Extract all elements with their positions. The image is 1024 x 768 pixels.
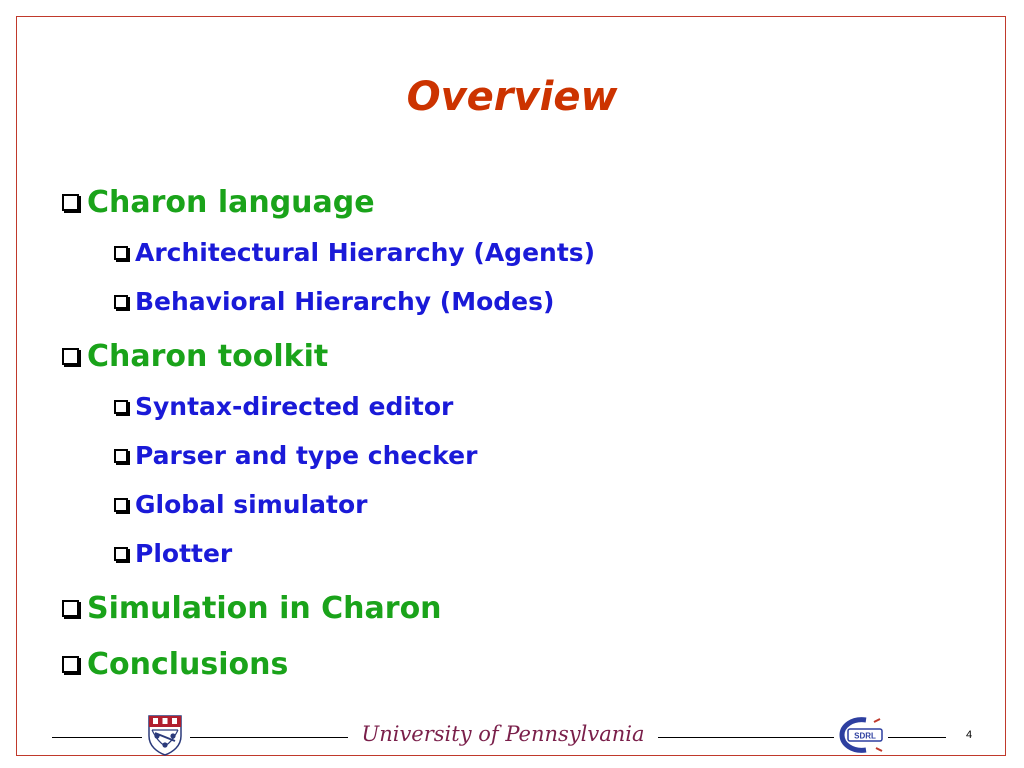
checkbox-bullet-icon (114, 400, 128, 414)
sub-bullet-label: Architectural Hierarchy (Agents) (135, 238, 596, 267)
bullet-item (62, 176, 595, 228)
footer-divider (190, 737, 348, 738)
bullet-item (62, 582, 595, 634)
bullet-label: Conclusions (87, 646, 289, 682)
sub-bullet-item (114, 228, 595, 277)
footer-divider (658, 737, 834, 738)
bullet-label: Charon language (87, 184, 375, 220)
penn-shield-icon (147, 714, 183, 756)
sub-bullet-label: Global simulator (135, 490, 368, 519)
footer-institution: University of Pennsylvania (361, 722, 645, 746)
sub-bullet-item (114, 277, 595, 326)
bullet-label: Simulation in Charon (87, 590, 442, 626)
sub-bullet-label: Plotter (135, 539, 233, 568)
checkbox-bullet-icon (114, 246, 128, 260)
checkbox-bullet-icon (114, 295, 128, 309)
slide-title: Overview (406, 74, 618, 120)
sdrl-logo-text: SDRL (854, 731, 876, 741)
checkbox-bullet-icon (62, 348, 79, 365)
sub-bullet-item (114, 382, 595, 431)
bullet-outline (62, 176, 595, 690)
sub-bullet-item (114, 480, 595, 529)
checkbox-bullet-icon (62, 194, 79, 211)
checkbox-bullet-icon (114, 449, 128, 463)
sub-bullet-item (114, 529, 595, 578)
bullet-item (62, 330, 595, 382)
footer-divider (52, 737, 142, 738)
bullet-item (62, 638, 595, 690)
sub-bullet-label: Parser and type checker (135, 441, 478, 470)
sub-bullet-item (114, 431, 595, 480)
sdrl-logo-icon (838, 716, 884, 754)
footer-divider (888, 737, 946, 738)
checkbox-bullet-icon (114, 498, 128, 512)
bullet-label: Charon toolkit (87, 338, 329, 374)
checkbox-bullet-icon (62, 656, 79, 673)
page-number: 4 (966, 729, 973, 741)
checkbox-bullet-icon (62, 600, 79, 617)
sub-bullet-label: Behavioral Hierarchy (Modes) (135, 287, 555, 316)
checkbox-bullet-icon (114, 547, 128, 561)
sub-bullet-label: Syntax-directed editor (135, 392, 454, 421)
